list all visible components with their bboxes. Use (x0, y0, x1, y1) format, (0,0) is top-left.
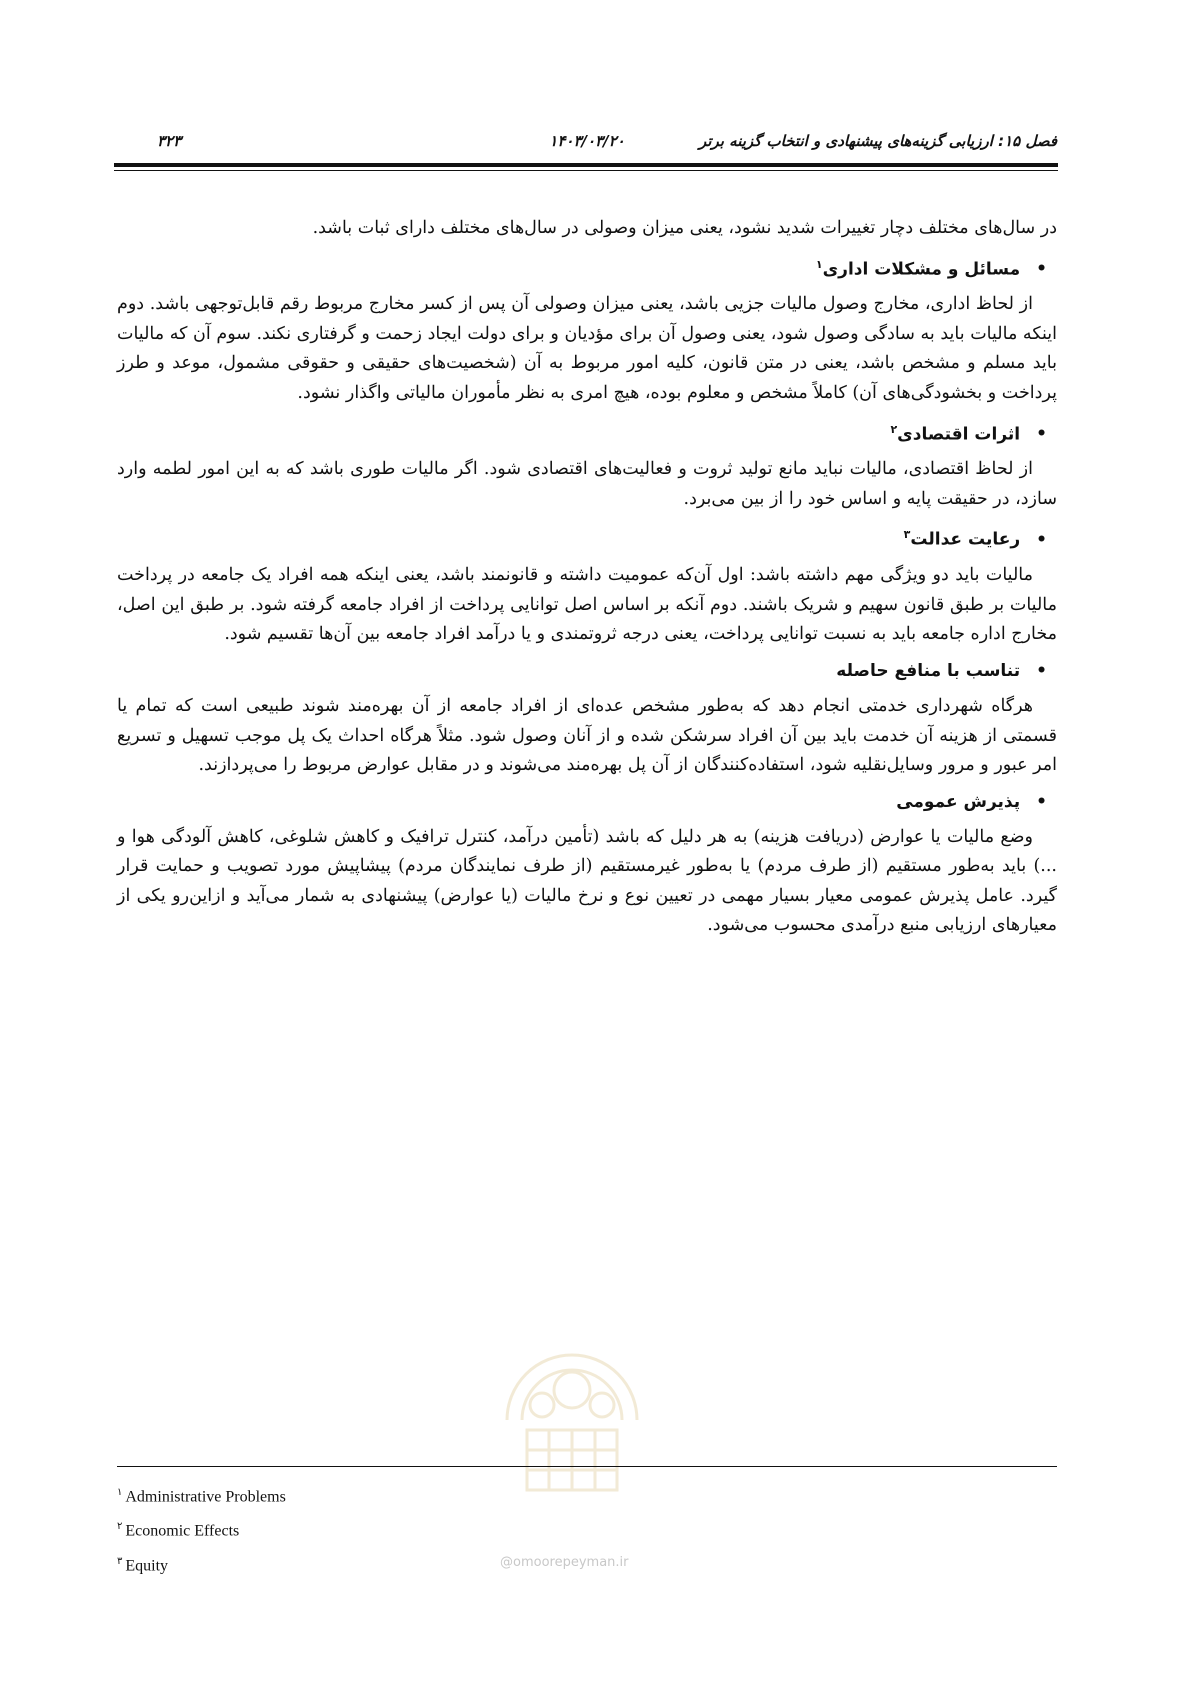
footnote-mark: ۱ (117, 1487, 123, 1498)
paragraph-benefits: هرگاه شهرداری خدمتی انجام دهد که به‌طور مشخص عده‌ای از افراد جامعه از آن بهره‌مند شوند طبیعی است که تمام یا قسمتی از هزینه آن خدمت باید بین آن افراد سرشکن شده و از آنان وصول شود. مثلاً هرگاه احداث یک پل موجب تسهیل و تسریع امر عبور و مرور وسایل‌نقلیه شود، استفاده‌کنندگان از آن پل بهره‌مند می‌شوند و در مقابل عوارض مربوط را می‌پردازند. (117, 695, 1057, 776)
footnote-rule (117, 1466, 1057, 1467)
footnote-mark: ۲ (890, 422, 898, 436)
footnote-mark: ۲ (117, 1521, 123, 1533)
section-heading-equity (117, 519, 1057, 556)
bullet-icon: • (1036, 259, 1047, 280)
footnote-3 (117, 1547, 286, 1581)
bullet-icon: • (1036, 424, 1047, 445)
header-date: ۱۴۰۳/۰۳/۲۰ (549, 132, 625, 150)
footnote-text: Equity (125, 1556, 169, 1574)
paragraph-equity: مالیات باید دو ویژگی مهم داشته باشد: اول آن‌که عمومیت داشته و قانونمند باشد، یعنی اینکه همه افراد یک جامعه در پرداخت مالیات بر طبق قانون سهیم و شریک باشند. دوم آنکه بر اساس اصل توانایی پرداخت از افراد جامعه گرفته شود. بر طبق این اصل، مخارج اداره جامعه باید به نسبت توانایی پرداخت، یعنی درجه ثروتمندی و یا درآمد افراد جامعه بین آن‌ها تقسیم شود. (117, 565, 1057, 645)
watermark-url: @omoorepeyman.ir (500, 1555, 629, 1570)
bullet-icon: • (1036, 660, 1047, 681)
footnotes (117, 1478, 286, 1581)
page-body (117, 214, 1057, 941)
footnote-mark: ۳ (903, 528, 911, 542)
footnote-1 (117, 1478, 286, 1512)
section-heading-economic (117, 414, 1057, 451)
footnote-mark: ۱ (815, 257, 823, 271)
footnote-text: Administrative Problems (125, 1488, 286, 1506)
heading-text: اثرات اقتصادی (897, 424, 1021, 445)
header-rule-thick (114, 163, 1058, 167)
section-heading-benefits (117, 655, 1057, 687)
paragraph-acceptance: وضع مالیات یا عوارض (دریافت هزینه) به هر دلیل که باشد (تأمین درآمد، کنترل ترافیک و کاهش شلوغی، کاهش آلودگی هوا و ...) باید به‌طور مستقیم (از طرف مردم) یا به‌طور غیرمستقیم (از طرف نمایندگان مردم) پیشاپیش مورد تصویب و حمایت قرار گیرد. عامل پذیرش عمومی معیار بسیار مهمی در تعیین نوع و نرخ مالیات (یا عوارض) پیشنهادی به شمار می‌آید و ازاین‌رو یکی از معیارهای ارزیابی منبع درآمدی محسوب می‌شود. (117, 826, 1057, 936)
footnote-text: Economic Effects (125, 1522, 240, 1540)
section-heading-acceptance (117, 786, 1057, 818)
paragraph-administrative: از لحاظ اداری، مخارج وصول مالیات جزیی باشد، یعنی میزان وصولی آن پس از کسر مخارج مربوط رقم قابل‌توجهی باشد. دوم اینکه مالیات باید به سادگی وصول شود، یعنی وصول آن برای مؤدیان و برای دولت ایجاد زحمت و گرفتاری نکند. سوم آن که مالیات باید مسلم و مشخص باشد، یعنی در متن قانون، کلیه امور مربوط به آن (شخصیت‌های حقیقی و حقوقی مشمول، موعد و طرز پرداخت و بخشودگی‌های آن) کاملاً مشخص و معلوم بوده، هیچ امری به نظر مأموران مالیاتی واگذار نشود. (117, 294, 1057, 404)
heading-text: پذیرش عمومی (896, 791, 1021, 812)
header-rule-thin (114, 170, 1058, 171)
paragraph-economic: از لحاظ اقتصادی، مالیات نباید مانع تولید ثروت و فعالیت‌های اقتصادی شود. اگر مالیات طوری باشد که به این امور لطمه وارد سازد، در حقیقت پایه و اساس خود را از بین می‌برد. (117, 459, 1057, 509)
chapter-title: فصل ۱۵: ارزیابی گزینه‌های پیشنهادی و انتخاب گزینه برتر (699, 132, 1057, 150)
page-header (117, 126, 1057, 156)
heading-text: تناسب با منافع حاصله (836, 660, 1021, 681)
bullet-icon: • (1036, 791, 1047, 812)
heading-text: مسائل و مشکلات اداری (822, 259, 1021, 280)
section-heading-administrative (117, 249, 1057, 286)
watermark-seal-icon (487, 1280, 657, 1510)
heading-text: رعایت عدالت (910, 530, 1021, 551)
bullet-icon: • (1036, 530, 1047, 551)
footnote-2 (117, 1512, 286, 1546)
intro-paragraph: در سال‌های مختلف دچار تغییرات شدید نشود، یعنی میزان وصولی در سال‌های مختلف دارای ثبات باشد. (312, 218, 1057, 238)
footnote-mark: ۳ (117, 1555, 123, 1567)
page-number: ۳۲۳ (157, 132, 182, 150)
